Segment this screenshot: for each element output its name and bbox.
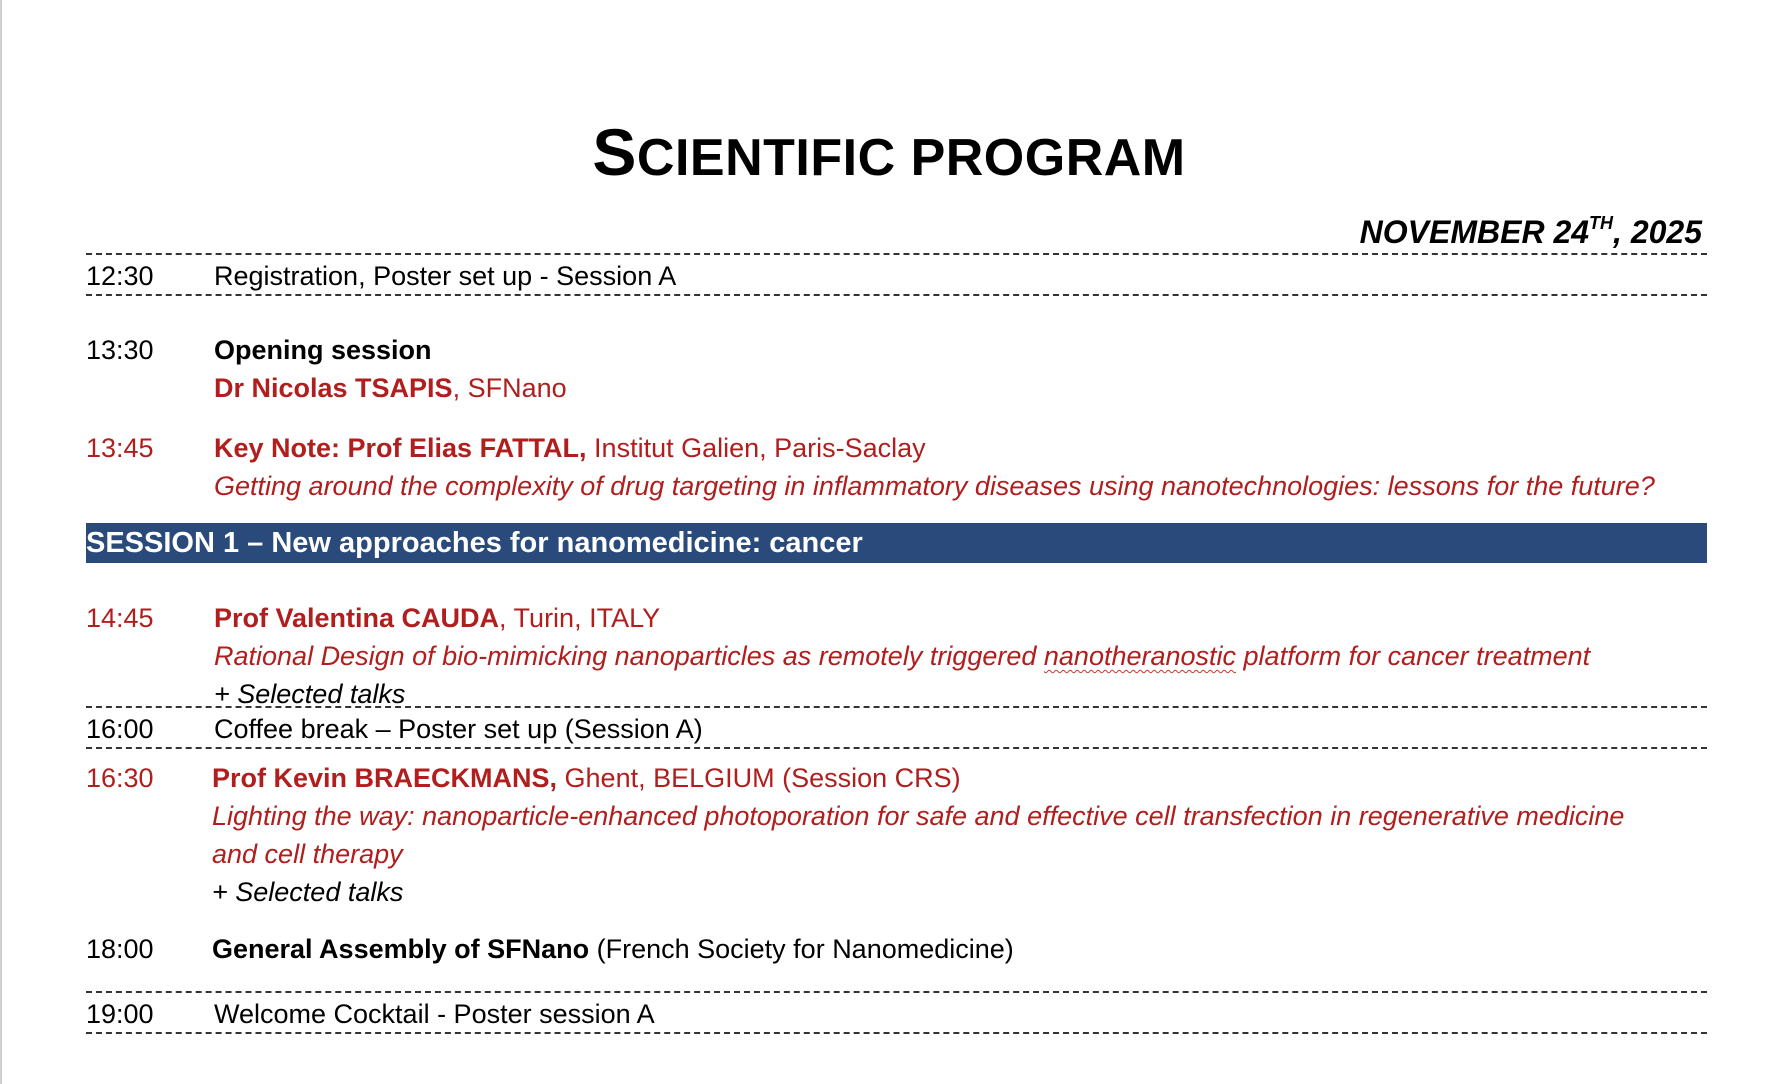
row-text: Welcome Cocktail - Poster session A (214, 999, 655, 1029)
divider (86, 706, 1707, 708)
time-label: 16:30 (86, 763, 154, 793)
date-year: , 2025 (1613, 214, 1702, 250)
time-label: 16:00 (86, 714, 154, 744)
selected-talks-note: + Selected talks (212, 877, 404, 907)
talk-title-part2: platform for cancer treatment (1236, 641, 1591, 671)
session-title: Opening session (214, 335, 432, 365)
selected-talks-note: + Selected talks (214, 679, 406, 709)
speaker-name: Prof Valentina CAUDA (214, 603, 500, 633)
program-date (1360, 212, 1702, 257)
divider (86, 991, 1707, 993)
time-label: 14:45 (86, 603, 154, 633)
divider (86, 747, 1707, 749)
row-text: Coffee break – Poster set up (Session A) (214, 714, 703, 744)
speaker-affiliation: , Turin, ITALY (499, 603, 661, 633)
time-label: 19:00 (86, 999, 154, 1029)
talk-title-line2: and cell therapy (212, 839, 403, 869)
title-rest: CIENTIFIC PROGRAM (636, 129, 1186, 187)
page-title (0, 112, 1778, 198)
talk-title-line1: Lighting the way: nanoparticle-enhanced photoporation for safe and effective cell transfection in regenerative medicine (212, 801, 1625, 831)
session-header-bar (86, 523, 1707, 563)
speaker-affiliation: Institut Galien, Paris-Saclay (586, 433, 926, 463)
talk-title-part1: Rational Design of bio-mimicking nanoparticles as remotely triggered (214, 641, 1044, 671)
speaker-affiliation: Ghent, BELGIUM (Session CRS) (557, 763, 961, 793)
title-initial: S (592, 115, 637, 189)
speaker-name: Key Note: Prof Elias FATTAL, (214, 433, 587, 463)
speaker-name: Prof Kevin BRAECKMANS, (212, 763, 558, 793)
assembly-detail: (French Society for Nanomedicine) (589, 934, 1014, 964)
time-label: 13:45 (86, 433, 154, 463)
speaker-name: Dr Nicolas TSAPIS (214, 373, 453, 403)
time-label: 18:00 (86, 934, 154, 964)
date-ordinal: TH (1589, 213, 1614, 233)
row-text: Registration, Poster set up - Session A (214, 261, 677, 291)
divider (86, 1032, 1707, 1034)
assembly-title: General Assembly of SFNano (212, 934, 590, 964)
speaker-affiliation: , SFNano (452, 373, 567, 403)
divider (86, 294, 1707, 296)
date-main: NOVEMBER 24 (1359, 214, 1590, 250)
session-header-label: SESSION 1 – New approaches for nanomedicine: cancer (86, 527, 863, 559)
talk-title: Getting around the complexity of drug targeting in inflammatory diseases using nanotechnologies: lessons for the future? (214, 471, 1655, 501)
time-label: 13:30 (86, 335, 154, 365)
time-label: 12:30 (86, 261, 154, 291)
divider (86, 253, 1707, 255)
spellcheck-flagged-word: nanotheranostic (1043, 641, 1237, 671)
